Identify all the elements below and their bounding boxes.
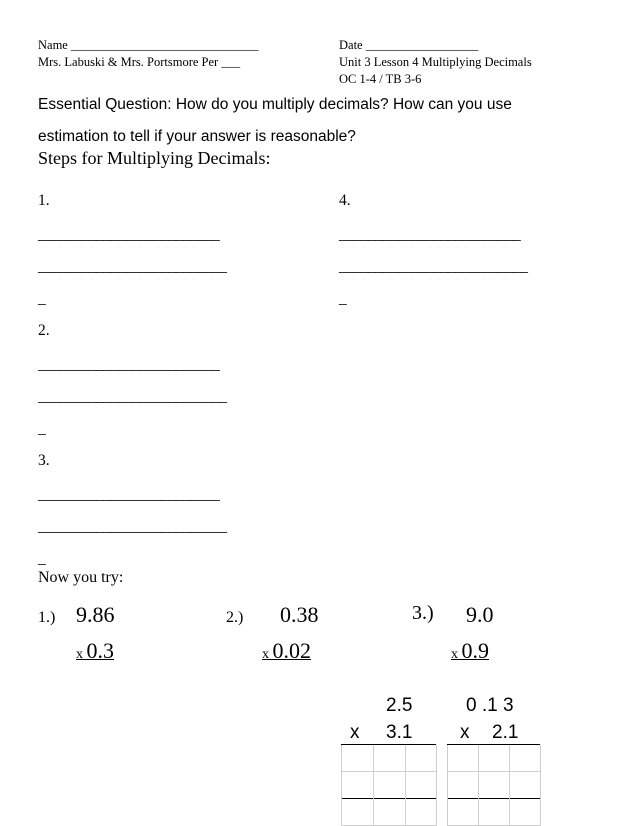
worked-multiplier: 2.1 bbox=[492, 722, 519, 743]
answer-line[interactable]: _________________________ bbox=[38, 226, 220, 243]
essential-question-line-1: Essential Question: How do you multiply decimals? How can you use bbox=[38, 96, 512, 113]
teachers-period-label: Mrs. Labuski & Mrs. Portsmore Per ___ bbox=[38, 55, 241, 69]
multiply-sign: x 0.9 bbox=[451, 638, 489, 663]
essential-question-line-2: estimation to tell if your answer is reasonable? bbox=[38, 128, 356, 145]
name-field-label: Name ______________________________ bbox=[38, 38, 259, 52]
problem-label: 1.) bbox=[38, 609, 56, 626]
answer-line[interactable]: _________________________ bbox=[339, 226, 521, 243]
grid-line bbox=[447, 771, 540, 772]
answer-line[interactable]: __________________________ bbox=[38, 258, 227, 275]
answer-line[interactable]: _ bbox=[38, 420, 46, 437]
problem-label: 2.) bbox=[226, 609, 244, 626]
sum-line bbox=[341, 744, 436, 745]
problem-multiplier: 0.3 bbox=[86, 638, 114, 663]
grid-line bbox=[341, 771, 436, 772]
answer-line[interactable]: __________________________ bbox=[38, 518, 227, 535]
sum-line bbox=[341, 798, 436, 799]
sum-line bbox=[447, 744, 540, 745]
lesson-title: Unit 3 Lesson 4 Multiplying Decimals bbox=[339, 55, 532, 69]
step-number: 4. bbox=[339, 192, 351, 209]
answer-line[interactable]: __________________________ bbox=[38, 388, 227, 405]
worked-multiplicand: 0 .1 3 bbox=[466, 695, 514, 716]
step-number: 2. bbox=[38, 322, 50, 339]
steps-title: Steps for Multiplying Decimals: bbox=[38, 148, 271, 168]
answer-line[interactable]: _ bbox=[38, 290, 46, 307]
step-number: 1. bbox=[38, 192, 50, 209]
answer-line[interactable]: _________________________ bbox=[38, 486, 220, 503]
problem-multiplicand: 9.86 bbox=[76, 602, 115, 627]
grid-line bbox=[436, 745, 437, 826]
sum-line bbox=[447, 798, 540, 799]
grid-line bbox=[447, 745, 448, 826]
grid-line bbox=[540, 745, 541, 826]
worked-multiplicand: 2.5 bbox=[386, 695, 413, 716]
multiply-sign: x bbox=[350, 722, 360, 743]
worked-multiplier: 3.1 bbox=[386, 722, 413, 743]
answer-line[interactable]: _ bbox=[339, 290, 347, 307]
grid-line bbox=[341, 745, 342, 826]
multiply-sign: x bbox=[460, 722, 470, 743]
grid-line bbox=[478, 745, 479, 826]
problem-multiplicand: 9.0 bbox=[466, 602, 494, 627]
answer-line[interactable]: _ bbox=[38, 550, 46, 567]
step-number: 3. bbox=[38, 452, 50, 469]
grid-line bbox=[405, 745, 406, 826]
answer-line[interactable]: __________________________ bbox=[339, 258, 528, 275]
grid-line bbox=[509, 745, 510, 826]
problem-multiplier: 0.9 bbox=[461, 638, 489, 663]
multiply-sign: x 0.3 bbox=[76, 638, 114, 663]
problem-label: 3.) bbox=[412, 602, 434, 624]
multiply-sign: x 0.02 bbox=[262, 638, 311, 663]
date-field-label: Date __________________ bbox=[339, 38, 479, 52]
answer-line[interactable]: _________________________ bbox=[38, 356, 220, 373]
grid-line bbox=[373, 745, 374, 826]
problem-multiplier: 0.02 bbox=[272, 638, 311, 663]
problem-multiplicand: 0.38 bbox=[280, 602, 319, 627]
practice-title: Now you try: bbox=[38, 569, 124, 586]
standards-code: OC 1-4 / TB 3-6 bbox=[339, 72, 422, 86]
